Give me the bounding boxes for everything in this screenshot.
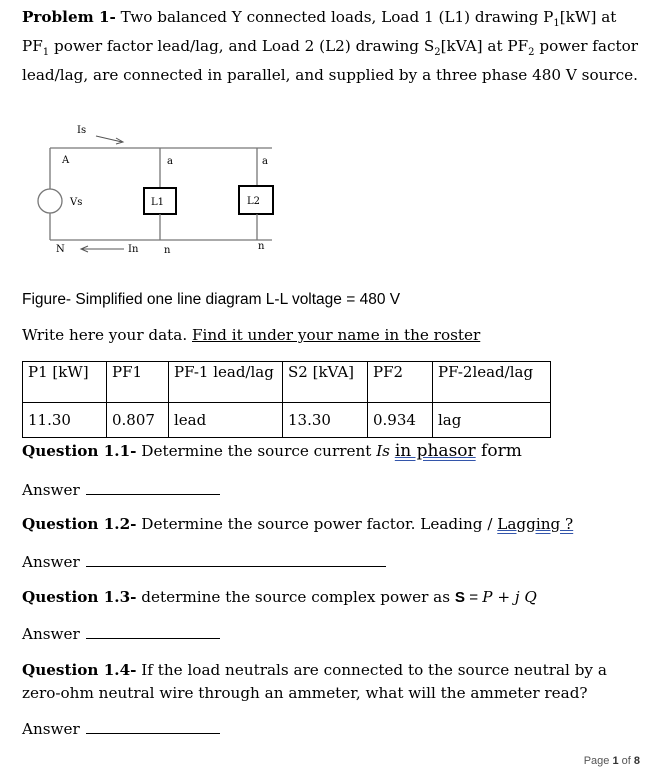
roster-link[interactable]: Find it under your name in the roster [192,326,481,344]
answer-label: Answer [22,720,80,738]
question-1-3 [22,588,537,606]
sub-2: 1 [42,47,50,59]
voltage-source [38,189,62,213]
header-cell: S2 [kVA] [283,362,368,403]
question-1-1 [22,441,522,461]
problem-text-b: [kW] at PF [22,8,617,56]
label-n-mid: n [164,245,171,256]
page-prefix: Page [583,755,613,767]
answer-input[interactable] [86,624,220,639]
answer-1-2 [22,552,386,571]
question-label: Question 1.3- [22,588,137,606]
problem-text-c: power factor lead/lag, and Load 2 (L2) drawing S [49,37,435,56]
answer-1-3 [22,624,220,643]
label-vs: Vs [70,197,83,208]
data-instructions [22,326,480,344]
label-a-mid: a [167,156,173,167]
answer-label: Answer [22,553,80,571]
problem-text-a: Two balanced Y connected loads, Load 1 (L1) drawing P [115,8,554,26]
label-l1: L1 [151,197,165,208]
label-is: Is [77,125,87,136]
label-n-right: n [258,241,265,252]
page-current: 1 [612,755,619,767]
label-a-left: A [62,155,70,166]
question-label: Question 1.1- [22,442,137,460]
value-cell[interactable]: lag [433,403,551,438]
problem-statement [22,6,642,87]
answer-input[interactable] [86,552,386,567]
question-text: Determine the source current [136,442,377,460]
table-row [23,403,551,438]
label-n-left: N [56,244,65,255]
data-lead-text: Write here your data. [22,326,192,344]
header-cell: PF-2lead/lag [433,362,551,403]
answer-label: Answer [22,481,80,499]
sub-1: 1 [553,18,560,30]
question-text: If the load neutrals are connected to the source neutral by a zero-ohm neutral wire through an ammeter, what will the ammeter read? [22,661,607,702]
lagging-text: Lagging ? [497,515,574,533]
value-cell[interactable]: 11.30 [23,403,107,438]
header-cell: PF2 [368,362,433,403]
question-text: determine the source complex power as [136,588,455,606]
label-l2: L2 [247,196,261,207]
phasor-text: in phasor [394,441,476,461]
table-header-row [23,362,551,403]
header-cell: PF1 [107,362,169,403]
problem-text-e: power factor lead/lag, are connected in parallel, and supplied by a three phase 480 V source. [22,37,638,85]
answer-input[interactable] [86,480,220,495]
label-a-right: a [262,156,268,167]
question-label: Question 1.4- [22,661,137,679]
page-total: 8 [633,755,640,767]
problem-label: Problem 1- [22,8,116,26]
answer-1-1 [22,480,220,499]
page-mid: of [618,755,634,767]
answer-label: Answer [22,625,80,643]
question-text: Determine the source power factor. Leading / [136,515,498,533]
question-1-2 [22,515,573,533]
question-label: Question 1.2- [22,515,137,533]
answer-input[interactable] [86,719,220,734]
header-cell: P1 [kW] [23,362,107,403]
question-tail: form [475,441,522,461]
sub-4: 2 [528,47,535,59]
power-symbol: S [454,589,465,606]
figure-caption: Figure- Simplified one line diagram L-L voltage = 480 V [22,291,401,308]
value-cell[interactable]: 13.30 [283,403,368,438]
page-indicator [584,755,640,767]
circuit-diagram [30,118,290,268]
power-formula: P + j Q [482,588,537,606]
question-1-4 [22,659,647,705]
is-symbol: Is [376,442,390,460]
header-cell: PF-1 lead/lag [169,362,283,403]
value-cell[interactable]: 0.934 [368,403,433,438]
label-in: In [128,244,139,255]
problem-text-d: [kVA] at PF [440,37,529,56]
value-cell[interactable]: lead [169,403,283,438]
equals: = [464,589,483,606]
answer-1-4 [22,719,220,738]
value-cell[interactable]: 0.807 [107,403,169,438]
sub-3: 2 [434,47,441,59]
data-table [22,361,551,438]
